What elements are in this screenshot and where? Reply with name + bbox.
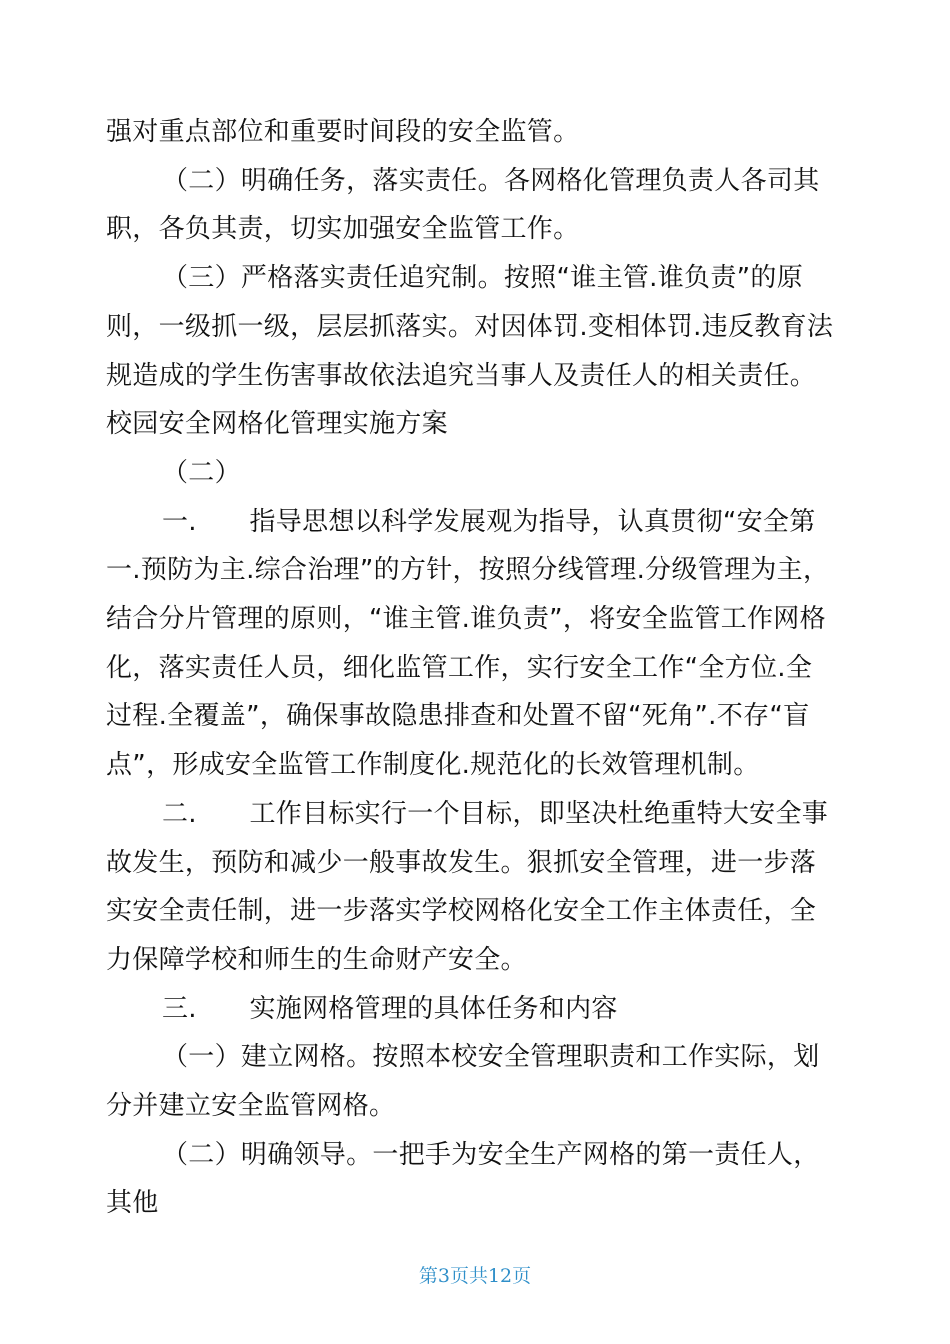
section-heading-two: （二）	[162, 457, 241, 488]
paragraph-work-goals: 二. 工作目标实行一个目标，即坚决杜绝重特大安全事故发生，预防和减少一般事故发生。狠抓安全管理，进一步落实安全责任制，进一步落实学校网格化安全工作主体责任，全力保障学校和师生的生命财产安全。	[106, 798, 829, 975]
paragraph-grid-tasks-heading: 三. 实施网格管理的具体任务和内容	[162, 993, 618, 1024]
paragraph-clarify-leadership: （二）明确领导。一把手为安全生产网格的第一责任人，其他	[106, 1139, 820, 1219]
paragraph-guiding-ideology: 一. 指导思想以科学发展观为指导，认真贯彻“安全第一.预防为主.综合治理”的方针，按照分线管理.分级管理为主，结合分片管理的原则，“谁主管.谁负责”，将安全监管工作网格化，落实责任人员，细化监管工作，实行安全工作“全方位.全过程.全覆盖”，确保事故隐患排查和处置不留“死角”.不存“盲点”，形成安全监管工作制度化.规范化的长效管理机制。	[106, 506, 830, 781]
body-text	[106, 108, 836, 1228]
paragraph-accountability: （三）严格落实责任追究制。按照“谁主管.谁负责”的原则，一级抓一级，层层抓落实。对因体罚.变相体罚.违反教育法规造成的学生伤害事故依法追究当事人及责任人的相关责任。校园安全网格化管理实施方案	[106, 263, 834, 440]
paragraph-continuation: 强对重点部位和重要时间段的安全监管。	[106, 117, 580, 147]
paragraph-establish-grid: （一）建立网格。按照本校安全管理职责和工作实际，划分并建立安全监管网格。	[106, 1042, 820, 1122]
paragraph-clarify-tasks: （二）明确任务，落实责任。各网格化管理负责人各司其职，各负其责，切实加强安全监管工作。	[106, 165, 820, 245]
page-number-footer: 第3页共12页	[418, 1265, 532, 1287]
